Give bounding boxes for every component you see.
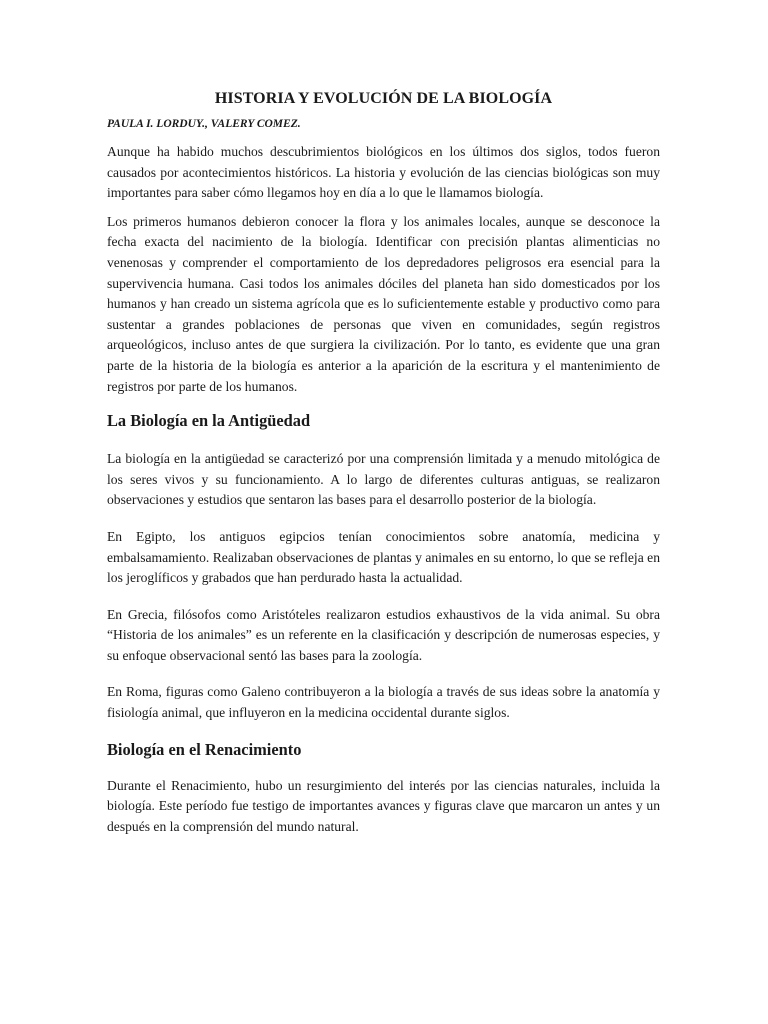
document-authors: PAULA I. LORDUY., VALERY COMEZ. xyxy=(107,118,301,130)
section-paragraph: Durante el Renacimiento, hubo un resurgimiento del interés por las ciencias naturales, incluida la biología. Este período fue testigo de importantes avances y figuras clave que marcaron un antes y un después en la comprensión del mundo natural. xyxy=(107,777,660,834)
intro-paragraph: Aunque ha habido muchos descubrimientos biológicos en los últimos dos siglos, todos fueron causados por acontecimientos históricos. La historia y evolución de las ciencias biológicas son muy importantes para saber cómo llegamos hoy en día a lo que le llamamos biología. xyxy=(107,144,660,201)
document-title: HISTORIA Y EVOLUCIÓN DE LA BIOLOGÍA xyxy=(214,90,553,107)
intro-paragraph: Los primeros humanos debieron conocer la flora y los animales locales, aunque se desconoce la fecha exacta del nacimiento de la biología. Identificar con precisión plantas alimenticias no venenosas y comprender el comportamiento de los depredadores peligrosos era esencial para la supervivencia humana. Casi todos los animales dóciles del planeta han sido domesticados por los humanos y han creado un sistema agrícola que es lo suficientemente estable y productivo como para sustentar a grandes poblaciones de personas que viven en comunidades, según registros arqueológicos, incluso antes de que surgiera la civilización. Por lo tanto, es evidente que una gran parte de la historia de la biología es anterior a la aparición de la escritura y el mantenimiento de registros por parte de los humanos. xyxy=(107,213,660,394)
section-paragraph: La biología en la antigüedad se caracterizó por una comprensión limitada y a menudo mitológica de los seres vivos y su funcionamiento. A lo largo de diferentes culturas antiguas, se realizaron observaciones y estudios que sentaron las bases para el desarrollo posterior de la biología. xyxy=(107,451,660,508)
section-heading-antiguedad: La Biología en la Antigüedad xyxy=(107,411,311,431)
section-paragraph: En Egipto, los antiguos egipcios tenían conocimientos sobre anatomía, medicina y embalsamamiento. Realizaban observaciones de plantas y animales en su entorno, lo que se refleja en los jeroglíficos y grabados que han perdurado hasta la actualidad. xyxy=(107,528,660,586)
section-paragraph: En Grecia, filósofos como Aristóteles realizaron estudios exhaustivos de la vida animal. Su obra “Historia de los animales” es un referente en la clasificación y descripción de numerosas especies, y su enfoque observacional sentó las bases para la zoología. xyxy=(107,606,660,663)
section-heading-renacimiento: Biología en el Renacimiento xyxy=(107,739,302,759)
section-paragraph: En Roma, figuras como Galeno contribuyeron a la biología a través de sus ideas sobre la anatomía y fisiología animal, que influyeron en la medicina occidental durante siglos. xyxy=(107,684,660,721)
